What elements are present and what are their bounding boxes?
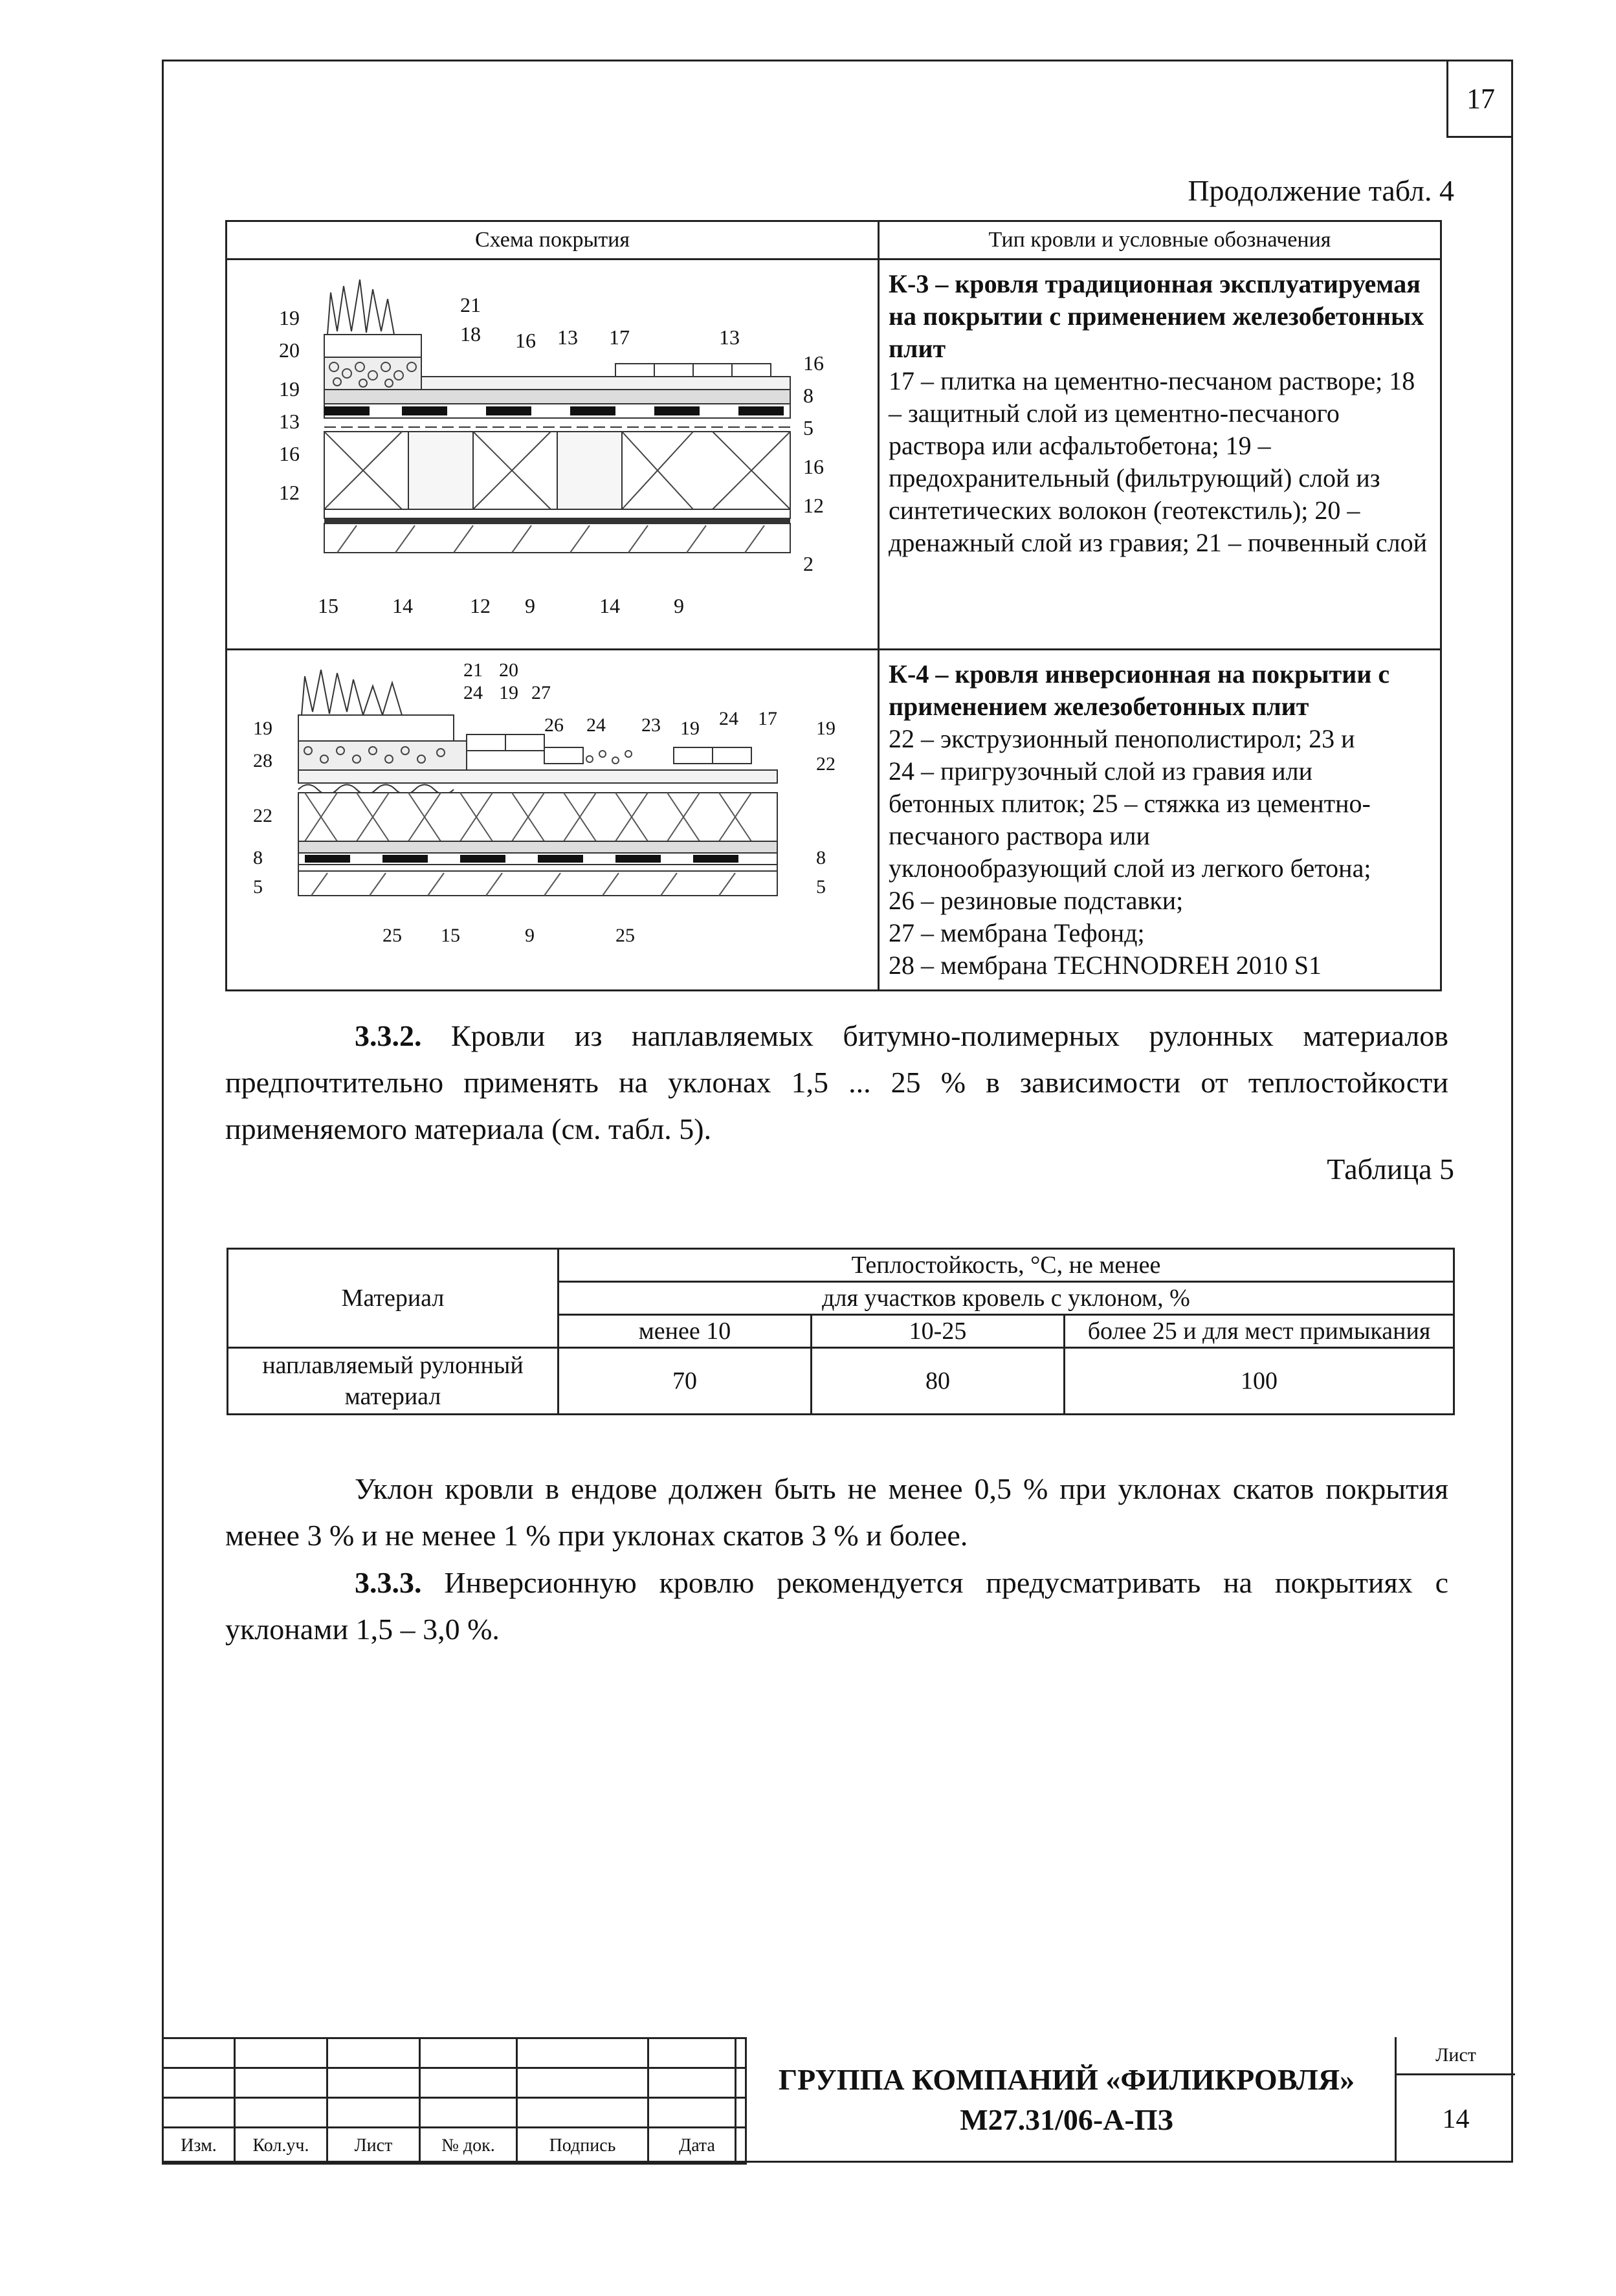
scheme-k3-label: 13 [279, 410, 300, 433]
roof-type-k3-title: К-3 – кровля традиционная эксплуатируемая на покрытии с применением железобетонных плит [889, 269, 1424, 363]
section-3-3-3-number: 3.3.3. [355, 1566, 422, 1599]
scheme-k4-label: 23 [641, 714, 661, 736]
section-3-3-3-text: Инверсионную кровлю рекомендуется предусматривать на покрытиях с уклонами 1,5 – 3,0 %. [225, 1566, 1448, 1646]
company-block [735, 2037, 1397, 2163]
scheme-k4-label: 22 [253, 805, 272, 826]
scheme-k4-label: 27 [531, 682, 551, 703]
scheme-k4-label: 19 [499, 682, 518, 703]
table-5-value-cell: 70 [559, 1348, 812, 1415]
table-row-k4 [227, 650, 1441, 991]
scheme-k3-label: 14 [392, 594, 413, 617]
section-3-3-3 [225, 1560, 1448, 1653]
title-block [162, 2037, 1513, 2163]
stamp-col-label: № док. [420, 2128, 517, 2164]
table-5-value-cell: 100 [1065, 1348, 1454, 1415]
document-code: М27.31/06-А-ПЗ [960, 2103, 1173, 2136]
stamp-col-label: Изм. [163, 2128, 235, 2164]
scheme-k4-label: 17 [758, 708, 777, 729]
paragraph-valley-slope: Уклон кровли в ендове должен быть не менее 0,5 % при уклонах скатов покрытия менее 3 % и не менее 1 % при уклонах скатов 3 % и более. [225, 1472, 1448, 1552]
roof-type-k3-legend: 17 – плитка на цементно-песчаном растворе; 18 – защитный слой из цементно-песчаного раствора или асфальтобетона; 19 – предохранительный (фильтрующий) слой из синтетических волокон (геотекстиль); 20 – дренажный слой из гравия; 21 – почвенный слой [889, 366, 1427, 557]
table-4-header [227, 221, 1441, 259]
header-scheme: Схема покрытия [227, 221, 879, 259]
table-5-material-header: Материал [228, 1249, 559, 1348]
table-5-value-cell: 80 [812, 1348, 1065, 1415]
table-5-slope-col: менее 10 [559, 1315, 812, 1348]
scheme-k3-label: 19 [279, 377, 300, 401]
scheme-k3-label: 16 [803, 351, 824, 375]
table-4 [225, 220, 1442, 991]
scheme-k3 [227, 259, 879, 650]
scheme-k4-label: 20 [499, 659, 518, 681]
scheme-k4-label: 25 [615, 925, 635, 946]
scheme-k4 [227, 650, 879, 991]
scheme-k3-label: 2 [803, 552, 814, 575]
scheme-k4-drawing [227, 650, 878, 977]
stamp-col-label: Кол.уч. [235, 2128, 327, 2164]
title-block-grid [162, 2037, 747, 2165]
scheme-k4-label: 21 [463, 659, 483, 681]
section-3-3-2-number: 3.3.2. [355, 1019, 422, 1052]
scheme-k4-label: 22 [816, 753, 836, 775]
scheme-k3-drawing [227, 260, 878, 648]
scheme-k4-label: 9 [525, 925, 535, 946]
scheme-k4-label: 24 [719, 708, 738, 729]
roof-type-k4-legend-line: 26 – резиновые подставки; [889, 886, 1184, 915]
scheme-k4-label: 28 [253, 750, 272, 771]
table-5-slope-col: 10-25 [812, 1315, 1065, 1348]
scheme-k3-label: 18 [460, 322, 481, 346]
stamp-col-label: Подпись [517, 2128, 648, 2164]
company-name: ГРУППА КОМПАНИЙ «ФИЛИКРОВЛЯ» [778, 2063, 1355, 2096]
table-5-material-cell: наплавляемый рулонный материал [228, 1348, 559, 1415]
roof-type-k4-legend-line: 28 – мембрана TECHNODREH 2010 S1 [889, 951, 1322, 980]
scheme-k4-label: 19 [816, 718, 836, 739]
roof-type-k4-legend-line: 22 – экструзионный пенополистирол; 23 и [889, 724, 1355, 753]
scheme-k3-label: 19 [279, 306, 300, 329]
roof-type-k4-legend-line: бетонных плиток; 25 – стяжка из цементно- [889, 789, 1371, 818]
stamp-col-label: Лист [327, 2128, 420, 2164]
scheme-k3-label: 12 [803, 494, 824, 517]
scheme-k3-label: 9 [674, 594, 684, 617]
table-continuation-label: Продолжение табл. 4 [1188, 174, 1454, 207]
scheme-k3-label: 16 [803, 455, 824, 478]
description-k4 [879, 650, 1441, 991]
table-5-slope-col: более 25 и для мест примыкания [1065, 1315, 1454, 1348]
table-5-heat-header: Теплостойкость, °С, не менее [559, 1249, 1454, 1282]
scheme-k3-label: 15 [318, 594, 338, 617]
scheme-k3-label: 16 [515, 329, 536, 352]
sheet-block [1395, 2037, 1515, 2163]
scheme-k3-label: 13 [557, 326, 578, 349]
scheme-k4-label: 24 [586, 714, 606, 736]
scheme-k3-label: 12 [470, 594, 491, 617]
scheme-k3-label: 8 [803, 384, 814, 407]
scheme-k4-label: 8 [253, 847, 263, 868]
scheme-k4-label: 25 [382, 925, 402, 946]
scheme-k3-label: 17 [609, 326, 630, 349]
table-5 [227, 1248, 1455, 1415]
sheet-label: Лист [1397, 2037, 1515, 2075]
scheme-k3-label: 16 [279, 442, 300, 465]
roof-type-k4-legend-line: 24 – пригрузочный слой из гравия или [889, 756, 1312, 786]
sheet-number: 14 [1442, 2104, 1470, 2134]
roof-type-k4-legend-line: уклонообразующий слой из легкого бетона; [889, 854, 1371, 883]
scheme-k3-label: 9 [525, 594, 535, 617]
scheme-k4-label: 24 [463, 682, 483, 703]
scheme-k3-label: 13 [719, 326, 740, 349]
table-row [228, 1348, 1454, 1415]
scheme-k4-label: 26 [544, 714, 564, 736]
scheme-k4-label: 19 [253, 718, 272, 739]
section-3-3-2-text: Кровли из наплавляемых битумно-полимерных рулонных материалов предпочтительно применять на уклонах 1,5 ... 25 % в зависимости от теплостойкости применяемого материала (см. табл. 5). [225, 1019, 1448, 1145]
scheme-k3-label: 21 [460, 293, 481, 316]
section-3-3-2 [225, 1013, 1448, 1153]
scheme-k3-label: 20 [279, 338, 300, 362]
scheme-k4-label: 19 [680, 718, 700, 739]
scheme-k4-label: 5 [816, 876, 826, 898]
scheme-k4-label: 8 [816, 847, 826, 868]
scheme-k4-label: 15 [441, 925, 460, 946]
scheme-k4-label: 5 [253, 876, 263, 898]
table-5-label: Таблица 5 [1327, 1153, 1454, 1186]
roof-type-k4-legend-line: 27 – мембрана Тефонд; [889, 918, 1145, 947]
header-type: Тип кровли и условные обозначения [879, 221, 1441, 259]
table-row-k3 [227, 259, 1441, 650]
description-k3 [879, 259, 1441, 650]
stamp-col-label: Дата [648, 2128, 746, 2164]
corner-page-number: 17 [1446, 61, 1513, 138]
roof-type-k4-legend-line: песчаного раствора или [889, 821, 1150, 850]
scheme-k3-label: 14 [599, 594, 620, 617]
table-5-slope-header: для участков кровель с уклоном, % [559, 1282, 1454, 1315]
scheme-k3-label: 5 [803, 416, 814, 439]
scheme-k3-label: 12 [279, 481, 300, 504]
roof-type-k4-title: К-4 – кровля инверсионная на покрытии с применением железобетонных плит [889, 659, 1390, 721]
